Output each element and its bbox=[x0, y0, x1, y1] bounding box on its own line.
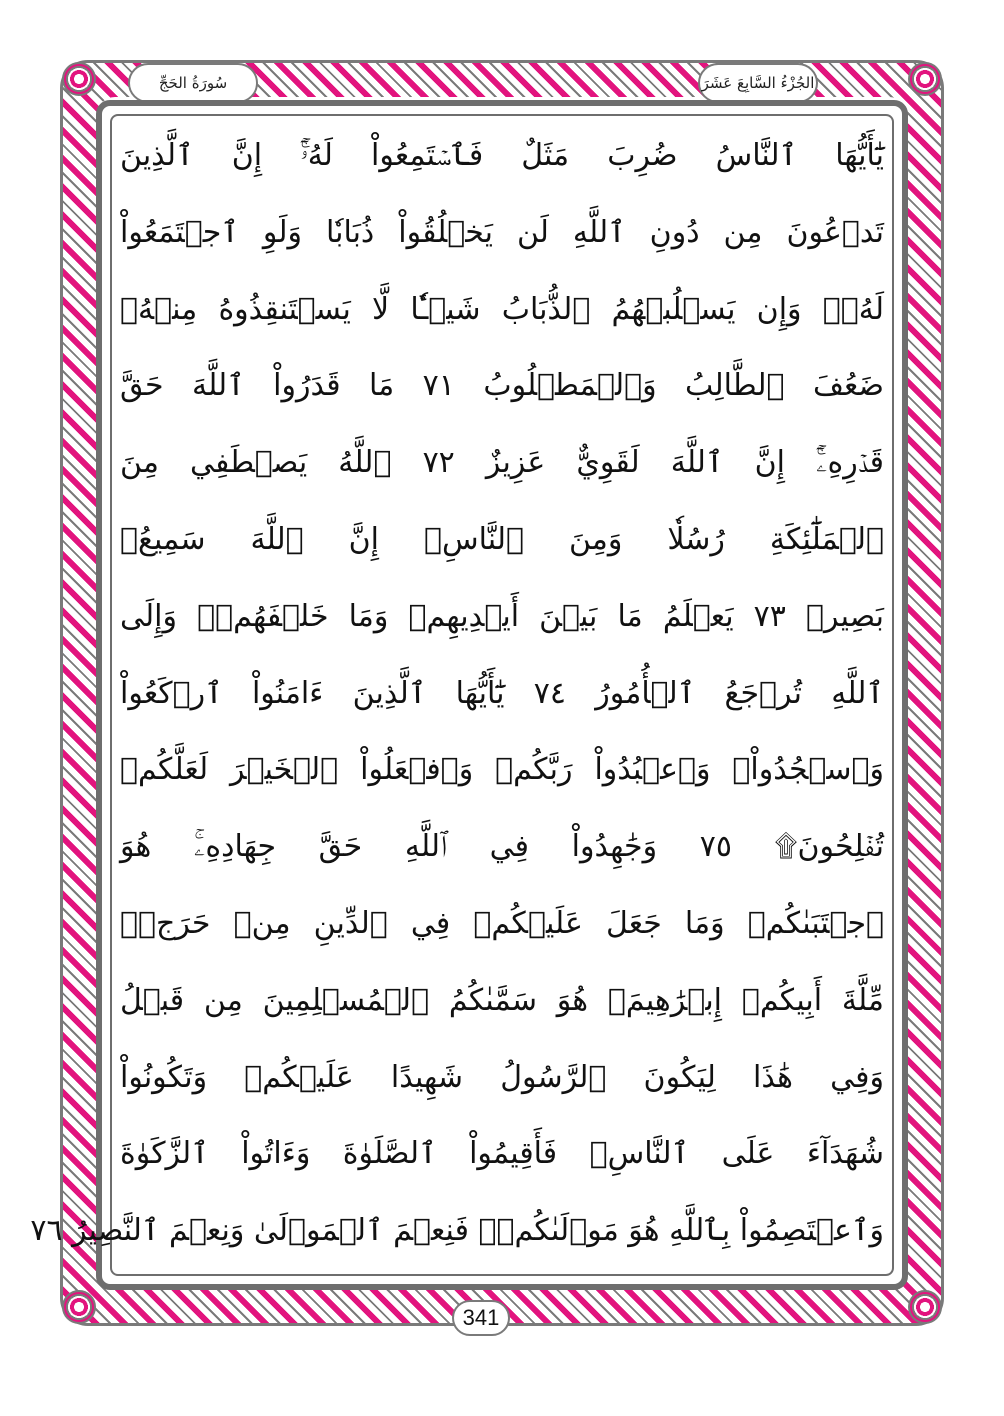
corner-rosette-bottom-right bbox=[908, 1290, 942, 1324]
text-line: ضَعُفَ ٱلطَّالِبُ وَٱلۡمَطۡلُوبُ ٧١ مَا قَدَرُواْ ٱللَّهَ حَقَّ bbox=[120, 368, 884, 404]
text-line: شُهَدَآءَ عَلَى ٱلنَّاسِۚ فَأَقِيمُواْ ٱلصَّلَوٰةَ وَءَاتُواْ ٱلزَّكَوٰةَ bbox=[120, 1136, 884, 1172]
corner-rosette-top-left bbox=[62, 62, 96, 96]
text-line: وَٱسۡجُدُواْۤ وَٱعۡبُدُواْ رَبَّكُمۡ وَٱفۡعَلُواْ ٱلۡخَيۡرَ لَعَلَّكُمۡ bbox=[120, 752, 884, 788]
corner-rosette-top-right bbox=[908, 62, 942, 96]
text-line: تَدۡعُونَ مِن دُونِ ٱللَّهِ لَن يَخۡلُقُواْ ذُبَابٗا وَلَوِ ٱجۡتَمَعُواْ bbox=[120, 214, 884, 250]
text-line: ٱللَّهِ تُرۡجَعُ ٱلۡأُمُورُ ٧٤ يَٰٓأَيُّهَا ٱلَّذِينَ ءَامَنُواْ ٱرۡكَعُواْ bbox=[120, 675, 884, 711]
text-line: وَفِي هَٰذَا لِيَكُونَ ٱلرَّسُولُ شَهِيدًا عَلَيۡكُمۡ وَتَكُونُواْ bbox=[120, 1059, 884, 1095]
text-line: وَٱعۡتَصِمُواْ بِٱللَّهِ هُوَ مَوۡلَىٰكُمۡۖ فَنِعۡمَ ٱلۡمَوۡلَىٰ وَنِعۡمَ ٱلنَّصِيرُ ٧٦ bbox=[30, 1213, 884, 1249]
surah-name-label: سُورَةُ الحَجِّ bbox=[128, 63, 258, 103]
corner-rosette-bottom-left bbox=[62, 1290, 96, 1324]
text-line: يَٰٓأَيُّهَا ٱلنَّاسُ ضُرِبَ مَثَلٌ فَٱسۡتَمِعُواْ لَهُۥٓۚ إِنَّ ٱلَّذِينَ bbox=[120, 138, 884, 173]
text-line: ٱجۡتَبَىٰكُمۡ وَمَا جَعَلَ عَلَيۡكُمۡ فِي ٱلدِّينِ مِنۡ حَرَجٖۚ bbox=[120, 905, 884, 941]
page-number: 341 bbox=[452, 1300, 510, 1336]
text-line: قَدۡرِهِۦٓۚ إِنَّ ٱللَّهَ لَقَوِيٌّ عَزِيزٌ ٧٢ ٱللَّهُ يَصۡطَفِي مِنَ bbox=[120, 445, 884, 481]
quran-text bbox=[30, 118, 884, 1280]
text-line: مِّلَّةَ أَبِيكُمۡ إِبۡرَٰهِيمَۚ هُوَ سَمَّىٰكُمُ ٱلۡمُسۡلِمِينَ مِن قَبۡلُ bbox=[120, 982, 884, 1018]
text-line: بَصِيرٞ ٧٣ يَعۡلَمُ مَا بَيۡنَ أَيۡدِيهِمۡ وَمَا خَلۡفَهُمۡۚ وَإِلَى bbox=[120, 598, 884, 634]
juz-name-label: الجُزْءُ السَّابِعَ عَشَرَ bbox=[698, 63, 818, 103]
text-line: تُفۡلِحُونَ۩ ٧٥ وَجَٰهِدُواْ فِي ٱللَّهِ حَقَّ جِهَادِهِۦۚ هُوَ bbox=[120, 829, 884, 865]
text-line: لَهُۥۖ وَإِن يَسۡلُبۡهُمُ ٱلذُّبَابُ شَيۡـٔٗا لَّا يَسۡتَنقِذُوهُ مِنۡهُۚ bbox=[120, 291, 884, 327]
text-line: ٱلۡمَلَٰٓئِكَةِ رُسُلٗا وَمِنَ ٱلنَّاسِۚ إِنَّ ٱللَّهَ سَمِيعُۢ bbox=[120, 521, 884, 557]
